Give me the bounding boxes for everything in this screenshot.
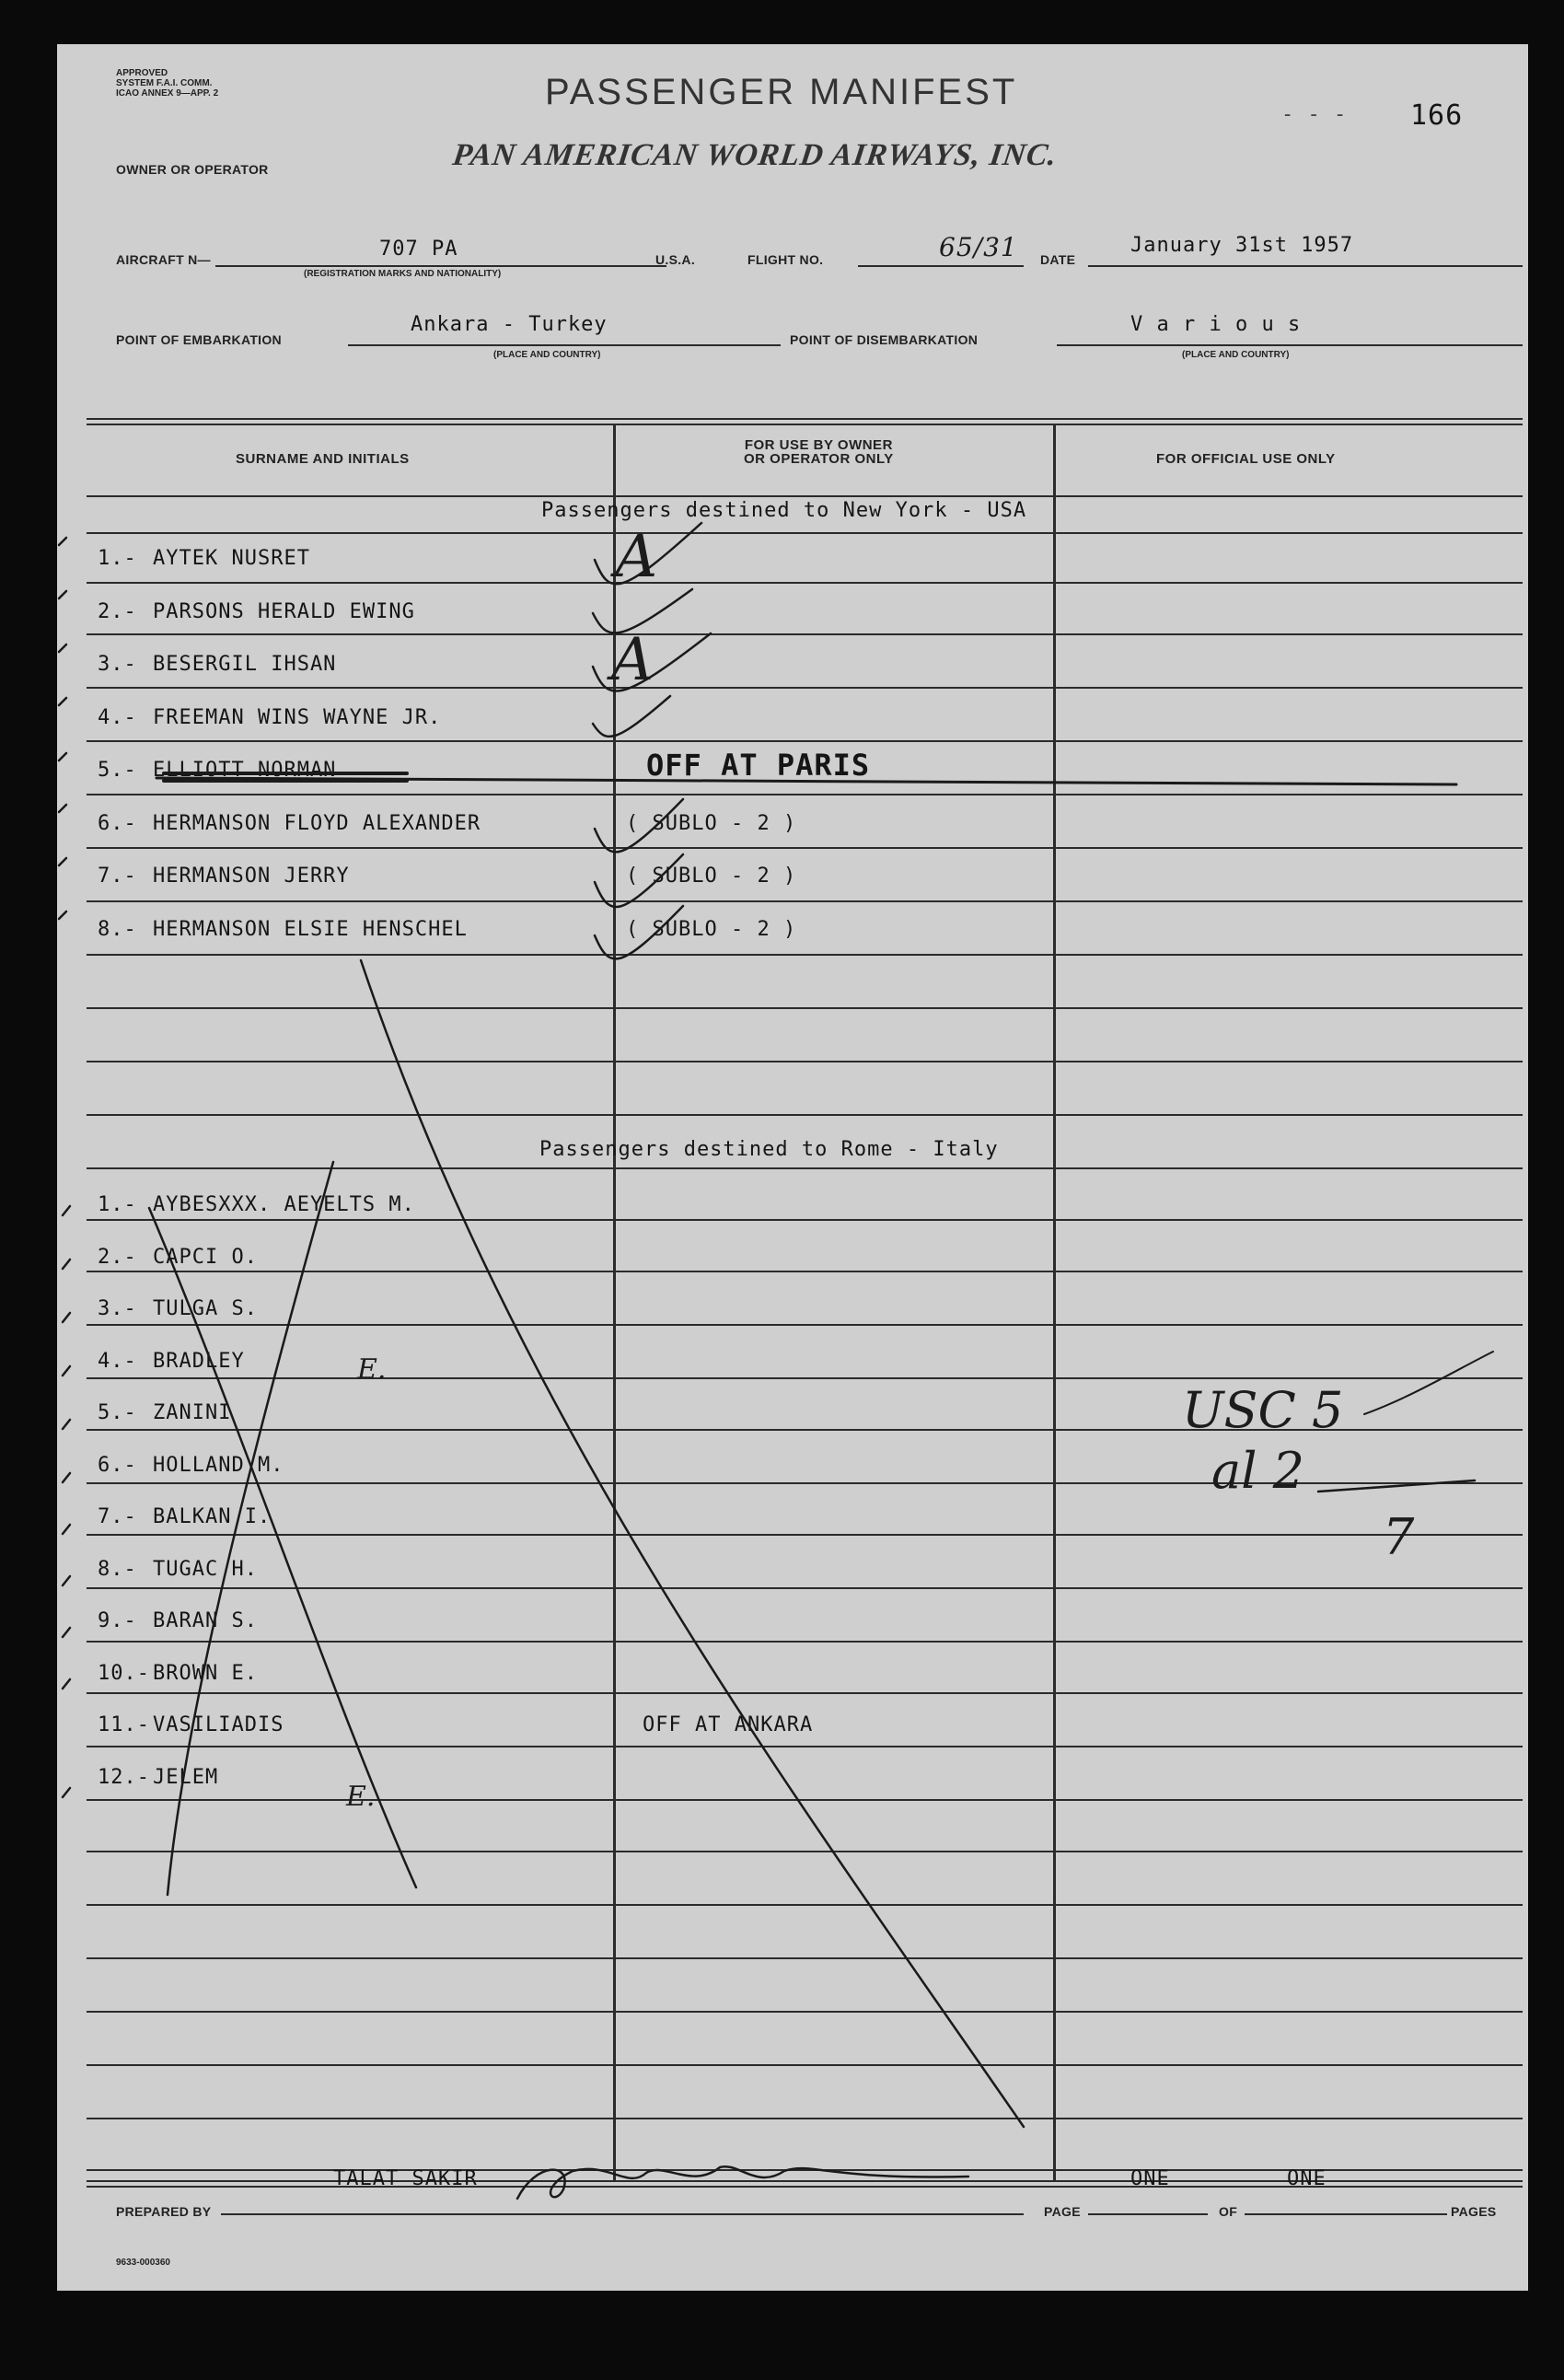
check-mark (593, 589, 692, 633)
tick-mark (59, 858, 66, 865)
check-mark (595, 906, 683, 958)
official-note-line: USC 5 (1182, 1381, 1344, 1439)
passenger-number: 6.- (98, 1453, 137, 1477)
handwritten-initial: E. (346, 1781, 376, 1813)
passenger-name: ZANINI (153, 1401, 232, 1424)
owner-label: OWNER OR OPERATOR (116, 162, 269, 177)
passenger-number: 3.- (98, 1297, 137, 1320)
tick-mark (63, 1366, 70, 1376)
passenger-name: BALKAN I. (153, 1505, 272, 1528)
form-code: 9633-000360 (116, 2258, 170, 2268)
passenger-name: PARSONS HERALD EWING (153, 599, 415, 623)
date-label: DATE (1040, 252, 1076, 267)
tally-line (1364, 1352, 1493, 1414)
pages-label: PAGES (1451, 2204, 1497, 2219)
tick-mark (63, 1420, 70, 1429)
tick-mark (59, 591, 66, 598)
place-note-disembark: (PLACE AND COUNTRY) (1182, 350, 1290, 360)
prepared-by-label: PREPARED BY (116, 2204, 212, 2219)
embarkation-value: Ankara - Turkey (411, 313, 608, 336)
passenger-name: AYTEK NUSRET (153, 547, 310, 570)
column-header-operator-line: OR OPERATOR ONLY (744, 451, 894, 467)
passenger-name: AYBESXXX. AEYELTS M. (153, 1193, 415, 1216)
signature (517, 2166, 968, 2199)
handwritten-initial: E. (357, 1353, 387, 1386)
operator-note: ( SUBLO - 2 ) (626, 917, 797, 941)
date-value: January 31st 1957 (1130, 234, 1354, 257)
passenger-name: BROWN E. (153, 1661, 258, 1685)
tick-mark (63, 1473, 70, 1482)
operator-note: ( SUBLO - 2 ) (626, 811, 797, 835)
cross-out-line (361, 960, 1024, 2127)
preparer-name: TALAT SAKIR (333, 2167, 478, 2190)
page-number: 166 (1410, 99, 1464, 132)
handwritten-initial: A (615, 523, 658, 591)
manifest-sheet (57, 44, 1528, 2291)
passenger-name: BRADLEY (153, 1349, 245, 1373)
aircraft-label: AIRCRAFT N— (116, 252, 211, 267)
passenger-name: ELLIOTT NORMAN (153, 759, 337, 782)
column-header-surname: SURNAME AND INITIALS (236, 451, 410, 467)
tick-mark (59, 538, 66, 545)
passenger-name: CAPCI O. (153, 1245, 258, 1269)
document-title: PASSENGER MANIFEST (545, 72, 1018, 112)
handwritten-initial: A (611, 626, 655, 694)
official-note-line: al 2 (1211, 1442, 1304, 1500)
embarkation-label: POINT OF EMBARKATION (116, 332, 282, 347)
check-mark (595, 854, 683, 907)
passenger-name: TUGAC H. (153, 1557, 258, 1581)
tally-line (1318, 1480, 1475, 1492)
dashes: - - - (1281, 103, 1348, 126)
page-label: PAGE (1044, 2204, 1081, 2219)
operator-note: OFF AT PARIS (646, 748, 871, 783)
tick-mark (63, 1628, 70, 1637)
place-note-embark: (PLACE AND COUNTRY) (493, 350, 601, 360)
passenger-number: 2.- (98, 599, 137, 623)
passenger-name: HOLLAND M. (153, 1453, 284, 1477)
tick-mark (63, 1313, 70, 1322)
passenger-number: 5.- (98, 1401, 137, 1424)
tick-mark (59, 805, 66, 812)
of-label: OF (1219, 2204, 1238, 2219)
approval-line: ICAO ANNEX 9—APP. 2 (116, 88, 219, 99)
disembarkation-value: V a r i o u s (1130, 313, 1302, 336)
passenger-number: 6.- (98, 811, 137, 835)
passenger-number: 12.- (98, 1765, 150, 1789)
of-value: ONE (1287, 2167, 1327, 2190)
passenger-name: HERMANSON ELSIE HENSCHEL (153, 917, 468, 941)
check-mark (595, 523, 701, 584)
tick-mark (59, 753, 66, 760)
column-header-operator-line: FOR USE BY OWNER (744, 437, 893, 453)
page-value: ONE (1130, 2167, 1170, 2190)
check-mark (593, 633, 711, 691)
operator-note: ( SUBLO - 2 ) (626, 865, 797, 888)
tick-mark (63, 1525, 70, 1534)
disembarkation-label: POINT OF DISEMBARKATION (790, 332, 979, 347)
approval-line: SYSTEM F.A.I. COMM. (116, 78, 213, 88)
passenger-number: 9.- (98, 1609, 137, 1632)
column-header-official: FOR OFFICIAL USE ONLY (1156, 451, 1336, 467)
tick-mark (59, 911, 66, 919)
check-mark (593, 696, 670, 737)
passenger-number: 3.- (98, 653, 137, 676)
pen-marks (57, 44, 1528, 2291)
section-heading-new-york: Passengers destined to New York - USA (541, 499, 1027, 522)
tick-mark (63, 1206, 70, 1215)
check-mark (595, 799, 683, 852)
tick-mark (59, 698, 66, 705)
passenger-number: 2.- (98, 1245, 137, 1269)
flight-value: 65/31 (939, 232, 1018, 262)
passenger-name: FREEMAN WINS WAYNE JR. (153, 705, 442, 729)
passenger-number: 1.- (98, 1193, 137, 1216)
usa-label: U.S.A. (655, 252, 696, 267)
passenger-number: 7.- (98, 865, 137, 888)
tick-mark (59, 644, 66, 652)
passenger-number: 4.- (98, 1349, 137, 1373)
passenger-number: 11.- (98, 1713, 150, 1736)
passenger-name: TULGA S. (153, 1297, 258, 1320)
passenger-name: JELEM (153, 1765, 219, 1789)
passenger-number: 8.- (98, 917, 137, 941)
passenger-name: BARAN S. (153, 1609, 258, 1632)
passenger-number: 1.- (98, 547, 137, 570)
tick-mark (63, 1576, 70, 1585)
cross-out-line (168, 1162, 333, 1895)
section-heading-rome: Passengers destined to Rome - Italy (539, 1138, 999, 1161)
passenger-number: 5.- (98, 759, 137, 782)
tick-mark (63, 1788, 70, 1797)
aircraft-value: 707 PA (379, 238, 458, 261)
operator-note: OFF AT ANKARA (643, 1713, 814, 1736)
flight-label: FLIGHT NO. (747, 252, 824, 267)
registration-note: (REGISTRATION MARKS AND NATIONALITY) (304, 269, 502, 279)
passenger-name: HERMANSON JERRY (153, 865, 350, 888)
tick-mark (63, 1260, 70, 1269)
passenger-name: BESERGIL IHSAN (153, 653, 337, 676)
airline-name: PAN AMERICAN WORLD AIRWAYS, INC. (450, 138, 1060, 172)
passenger-number: 7.- (98, 1505, 137, 1528)
cross-out-line (149, 1208, 416, 1887)
tick-mark (63, 1679, 70, 1689)
passenger-name: VASILIADIS (153, 1713, 284, 1736)
passenger-name: HERMANSON FLOYD ALEXANDER (153, 811, 481, 835)
passenger-number: 10.- (98, 1661, 150, 1685)
passenger-number: 4.- (98, 705, 137, 729)
approval-line: APPROVED (116, 68, 168, 78)
official-note-line: 7 (1383, 1508, 1415, 1566)
passenger-number: 8.- (98, 1557, 137, 1581)
